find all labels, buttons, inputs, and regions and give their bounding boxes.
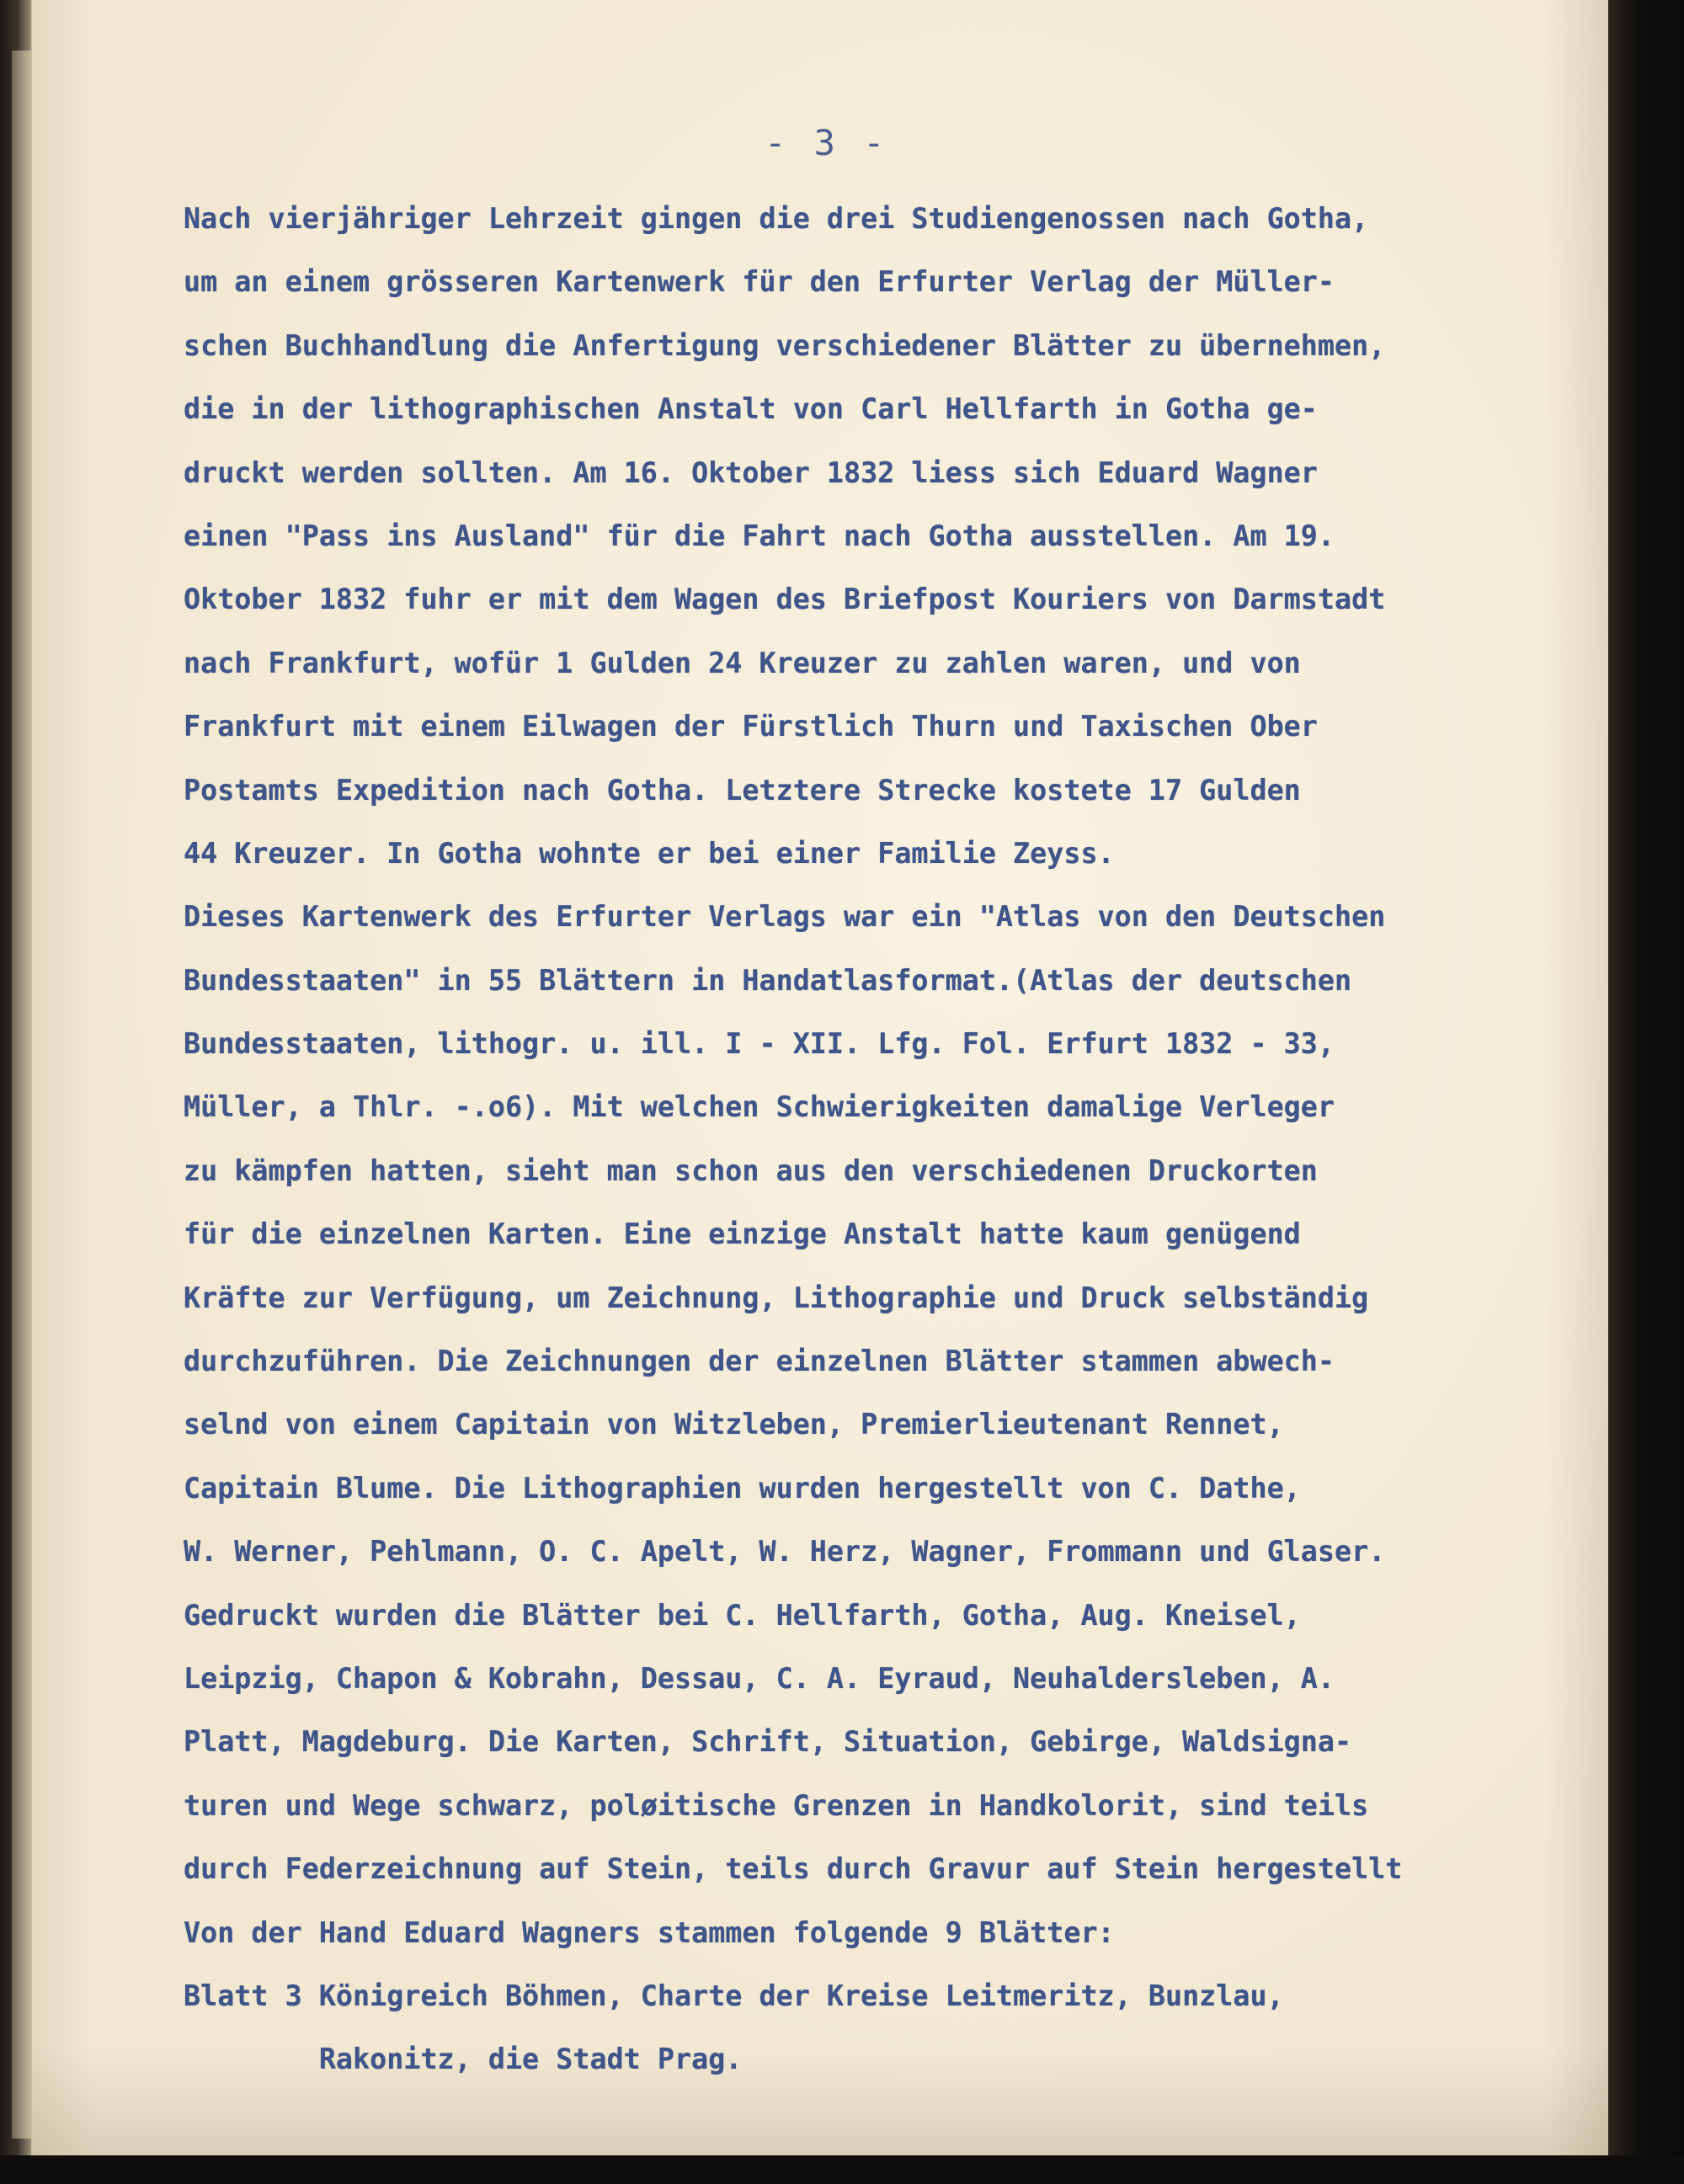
- text-line: Dieses Kartenwerk des Erfurter Verlags war ein "Atlas von den Deutschen: [184, 900, 1386, 934]
- text-line: nach Frankfurt, wofür 1 Gulden 24 Kreuzer zu zahlen waren, und von: [184, 646, 1301, 679]
- text-line: Platt, Magdeburg. Die Karten, Schrift, Situation, Gebirge, Waldsigna-: [184, 1725, 1352, 1759]
- text-line: schen Buchhandlung die Anfertigung verschiedener Blätter zu übernehmen,: [184, 328, 1386, 362]
- background-right: [1608, 0, 1684, 2184]
- text-line: Frankfurt mit einem Eilwagen der Fürstlich Thurn und Taxischen Ober: [184, 710, 1318, 743]
- text-line: Von der Hand Eduard Wagners stammen folgende 9 Blätter:: [184, 1915, 1115, 1949]
- text-line: Blatt 3 Königreich Böhmen, Charte der Kreise Leitmeritz, Bunzlau,: [184, 1979, 1284, 2012]
- text-line: Rakonitz, die Stadt Prag.: [184, 2043, 743, 2076]
- text-line: Capitain Blume. Die Lithographien wurden hergestellt von C. Dathe,: [184, 1471, 1301, 1505]
- text-line: druckt werden sollten. Am 16. Oktober 1832 liess sich Eduard Wagner: [184, 455, 1318, 489]
- page-number: - 3 -: [765, 122, 888, 163]
- text-line: Bundesstaaten, lithogr. u. ill. I - XII. Lfg. Fol. Erfurt 1832 - 33,: [184, 1027, 1335, 1061]
- text-line: Leipzig, Chapon & Kobrahn, Dessau, C. A. Eyraud, Neuhaldersleben, A.: [184, 1661, 1335, 1695]
- text-line: die in der lithographischen Anstalt von Carl Hellfarth in Gotha ge-: [184, 392, 1318, 426]
- text-line: Müller, a Thlr. -.o6). Mit welchen Schwierigkeiten damalige Verleger: [184, 1090, 1335, 1124]
- text-line: Bundesstaaten" in 55 Blättern in Handatlasformat.(Atlas der deutschen: [184, 963, 1352, 997]
- text-line: einen "Pass ins Ausland" für die Fahrt nach Gotha ausstellen. Am 19.: [184, 519, 1335, 552]
- text-line: für die einzelnen Karten. Eine einzige Anstalt hatte kaum genügend: [184, 1217, 1301, 1251]
- typewritten-body: [184, 187, 1598, 2091]
- text-line: turen und Wege schwarz, poløitische Grenzen in Handkolorit, sind teils: [184, 1788, 1369, 1822]
- text-line: Postamts Expedition nach Gotha. Letztere Strecke kostete 17 Gulden: [184, 773, 1301, 807]
- text-line: Nach vierjähriger Lehrzeit gingen die drei Studiengenossen nach Gotha,: [184, 202, 1369, 235]
- text-line: durch Federzeichnung auf Stein, teils durch Gravur auf Stein hergestellt: [184, 1852, 1403, 1886]
- text-line: Gedruckt wurden die Blätter bei C. Hellfarth, Gotha, Aug. Kneisel,: [184, 1598, 1301, 1632]
- text-line: W. Werner, Pehlmann, O. C. Apelt, W. Herz, Wagner, Frommann und Glaser.: [184, 1535, 1386, 1569]
- text-line: durchzuführen. Die Zeichnungen der einzelnen Blätter stammen abwech-: [184, 1345, 1335, 1378]
- background-bottom: [0, 2155, 1684, 2184]
- text-line: selnd von einem Capitain von Witzleben, Premierlieutenant Rennet,: [184, 1408, 1284, 1441]
- text-line: Kräfte zur Verfügung, um Zeichnung, Lithographie und Druck selbständig: [184, 1281, 1369, 1314]
- text-line: Oktober 1832 fuhr er mit dem Wagen des Briefpost Kouriers von Darmstadt: [184, 583, 1386, 616]
- text-line: 44 Kreuzer. In Gotha wohnte er bei einer Familie Zeyss.: [184, 836, 1115, 870]
- text-line: um an einem grösseren Kartenwerk für den Erfurter Verlag der Müller-: [184, 265, 1335, 299]
- text-line: zu kämpfen hatten, sieht man schon aus den verschiedenen Druckorten: [184, 1153, 1318, 1187]
